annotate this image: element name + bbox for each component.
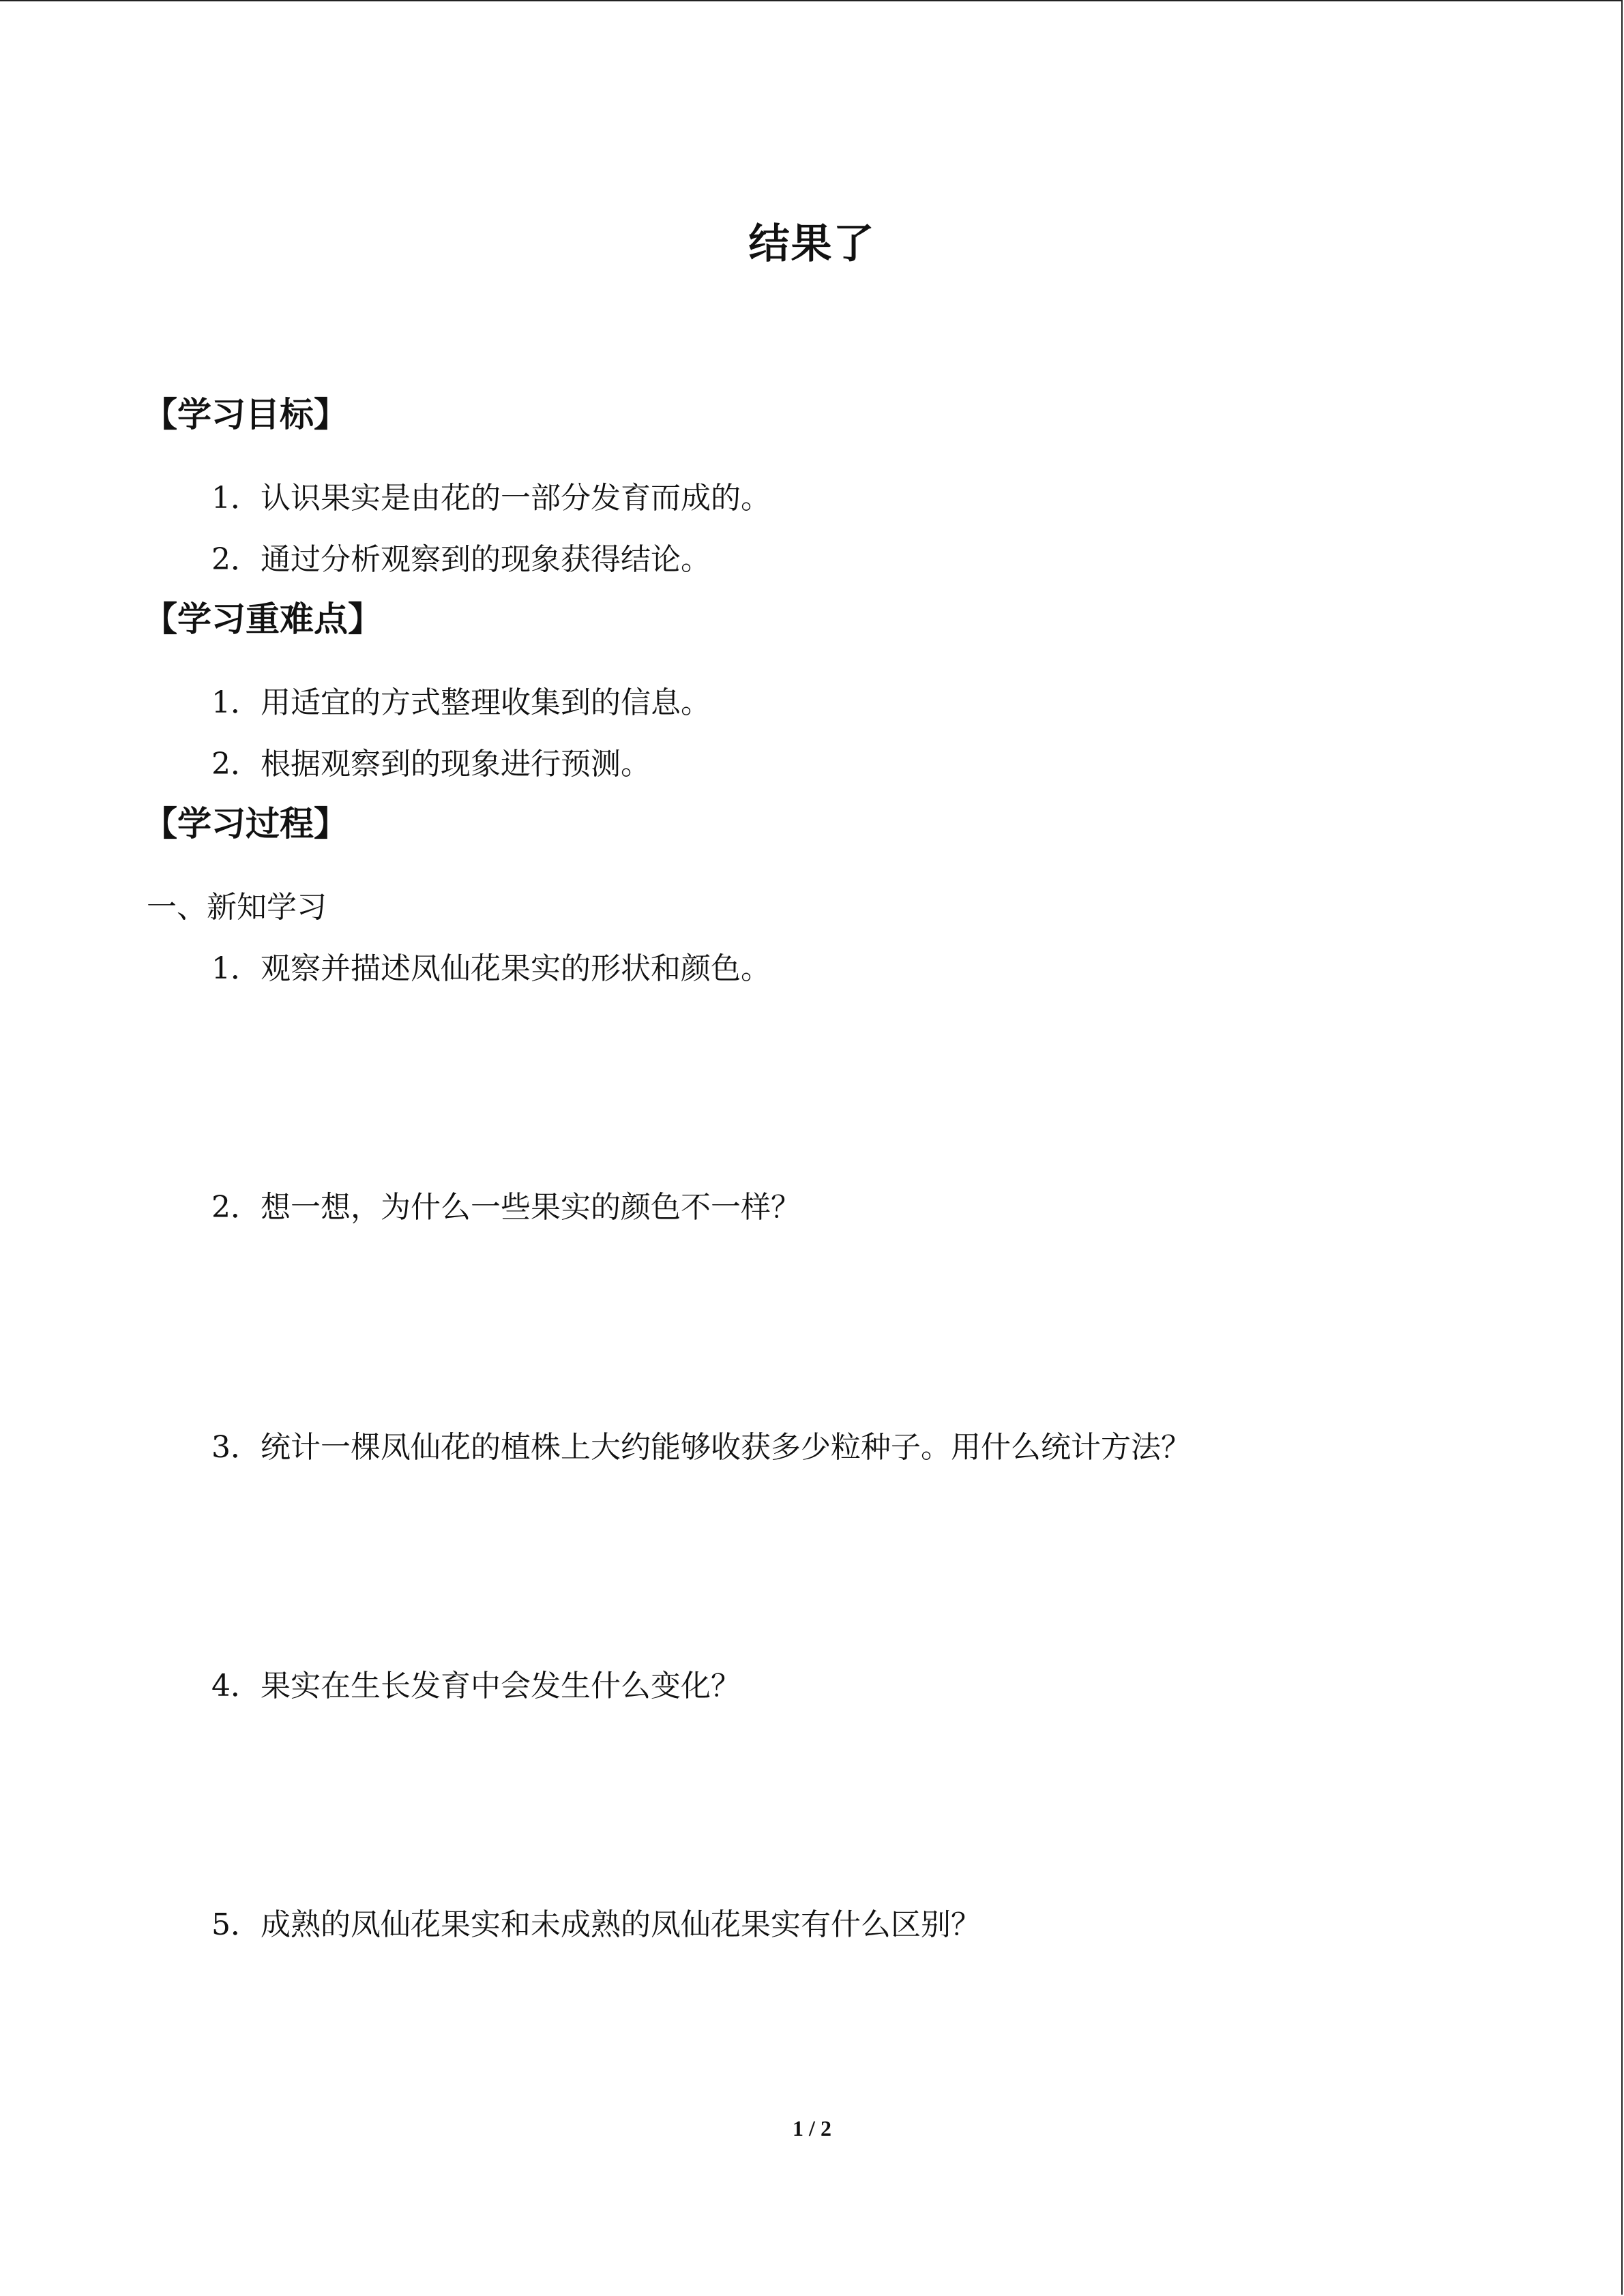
objectives-heading: 【学习目标】 (143, 395, 348, 434)
process-heading: 【学习过程】 (143, 804, 348, 844)
objective-item-2: 2．通过分析观察到的现象获得结论。 (211, 542, 711, 577)
question-4: 4．果实在生长发育中会发生什么变化？ (211, 1669, 741, 1703)
key-point-item-1: 1．用适宜的方式整理收集到的信息。 (211, 685, 711, 720)
question-2: 2．想一想，为什么一些果实的颜色不一样？ (211, 1190, 801, 1225)
section-title-new-knowledge: 一、新知学习 (147, 890, 327, 925)
page-title: 结果了 (748, 220, 876, 268)
key-point-item-2: 2．根据观察到的现象进行预测。 (211, 747, 651, 781)
question-1: 1．观察并描述凤仙花果实的形状和颜色。 (211, 951, 771, 986)
question-5: 5．成熟的凤仙花果实和未成熟的凤仙花果实有什么区别？ (211, 1907, 981, 1942)
objective-item-1: 1．认识果实是由花的一部分发育而成的。 (211, 481, 771, 516)
page-number: 1 / 2 (793, 2116, 831, 2141)
question-3: 3．统计一棵凤仙花的植株上大约能够收获多少粒种子。用什么统计方法？ (211, 1430, 1191, 1465)
key-points-heading: 【学习重难点】 (143, 599, 382, 639)
